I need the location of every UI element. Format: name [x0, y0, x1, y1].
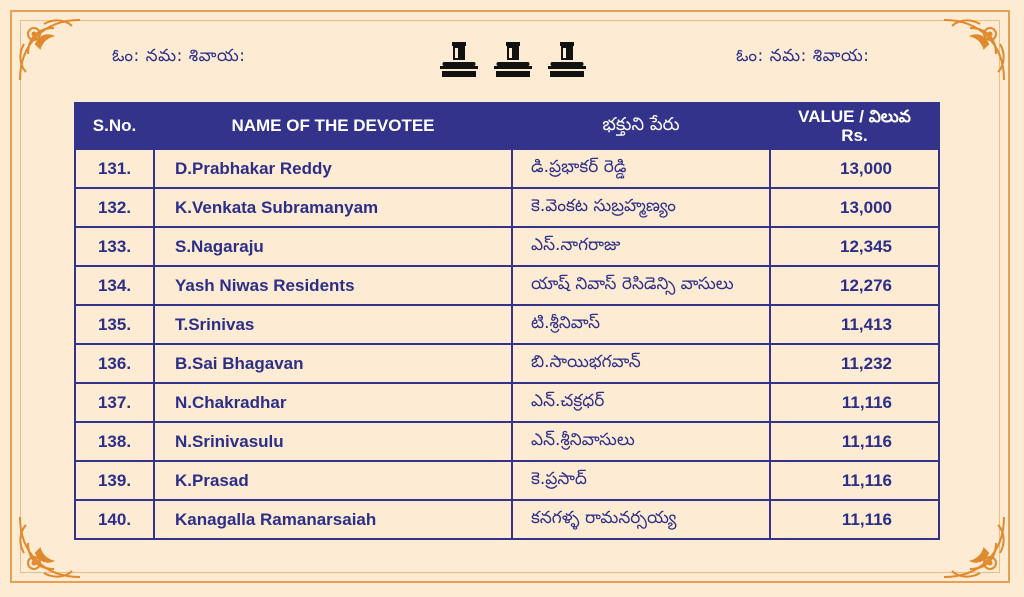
table-row [75, 149, 939, 188]
cell-name: B.Sai Bhagavan [154, 344, 512, 383]
column-header-value [770, 103, 939, 149]
cell-telugu-name: కనగళ్ళ రామనర్సయ్య [512, 500, 770, 539]
cell-telugu-name: కె.వెంకట సుబ్రహ్మణ్యం [512, 188, 770, 227]
cell-telugu-name: బి.సాయిభగవాన్ [512, 344, 770, 383]
cell-name: K.Prasad [154, 461, 512, 500]
cell-value: 12,276 [770, 266, 939, 305]
cell-name: Yash Niwas Residents [154, 266, 512, 305]
table-row [75, 305, 939, 344]
devotee-table [74, 102, 940, 540]
cell-sno: 138. [75, 422, 154, 461]
cell-telugu-name: యాష్ నివాస్ రెసిడెన్సి వాసులు [512, 266, 770, 305]
mantra-right: ఓం: నమ: శివాయ: [736, 46, 870, 66]
cell-value: 11,413 [770, 305, 939, 344]
mantra-left: ఓం: నమ: శివాయ: [112, 46, 246, 66]
cell-value: 13,000 [770, 188, 939, 227]
column-header-value-line2: Rs. [841, 126, 868, 145]
corner-ornament-icon [938, 14, 1010, 86]
cell-value: 11,116 [770, 422, 939, 461]
table-header-row [75, 103, 939, 149]
shiva-lingam-icon [548, 40, 586, 80]
cell-sno: 136. [75, 344, 154, 383]
cell-value: 11,116 [770, 383, 939, 422]
cell-sno: 133. [75, 227, 154, 266]
cell-name: D.Prabhakar Reddy [154, 149, 512, 188]
table-row [75, 344, 939, 383]
cell-value: 11,232 [770, 344, 939, 383]
cell-value: 12,345 [770, 227, 939, 266]
table-row [75, 383, 939, 422]
cell-name: N.Chakradhar [154, 383, 512, 422]
cell-name: N.Srinivasulu [154, 422, 512, 461]
shiva-lingam-icon [440, 40, 478, 80]
cell-name: K.Venkata Subramanyam [154, 188, 512, 227]
cell-sno: 131. [75, 149, 154, 188]
cell-sno: 134. [75, 266, 154, 305]
cell-telugu-name: కె.ప్రసాద్ [512, 461, 770, 500]
cell-telugu-name: డి.ప్రభాకర్ రెడ్డి [512, 149, 770, 188]
lingam-symbols [440, 40, 586, 80]
cell-telugu-name: ఎన్.చక్రధర్ [512, 383, 770, 422]
cell-telugu-name: ఎన్.శ్రీనివాసులు [512, 422, 770, 461]
table-row [75, 500, 939, 539]
column-header-value-line1: VALUE / విలువ [798, 107, 911, 126]
table-row [75, 422, 939, 461]
cell-sno: 135. [75, 305, 154, 344]
cell-telugu-name: ఎస్.నాగరాజు [512, 227, 770, 266]
corner-ornament-icon [14, 14, 86, 86]
cell-sno: 140. [75, 500, 154, 539]
table-row [75, 227, 939, 266]
cell-value: 11,116 [770, 461, 939, 500]
cell-sno: 139. [75, 461, 154, 500]
cell-telugu-name: టి.శ్రీనివాస్ [512, 305, 770, 344]
column-header-sno: S.No. [75, 103, 154, 149]
column-header-telugu-name: భక్తుని పేరు [512, 103, 770, 149]
cell-value: 13,000 [770, 149, 939, 188]
table-row [75, 188, 939, 227]
column-header-name: NAME OF THE DEVOTEE [154, 103, 512, 149]
cell-sno: 137. [75, 383, 154, 422]
cell-name: T.Srinivas [154, 305, 512, 344]
table-row [75, 461, 939, 500]
shiva-lingam-icon [494, 40, 532, 80]
table-row [75, 266, 939, 305]
corner-ornament-icon [938, 511, 1010, 583]
cell-value: 11,116 [770, 500, 939, 539]
cell-sno: 132. [75, 188, 154, 227]
cell-name: Kanagalla Ramanarsaiah [154, 500, 512, 539]
cell-name: S.Nagaraju [154, 227, 512, 266]
